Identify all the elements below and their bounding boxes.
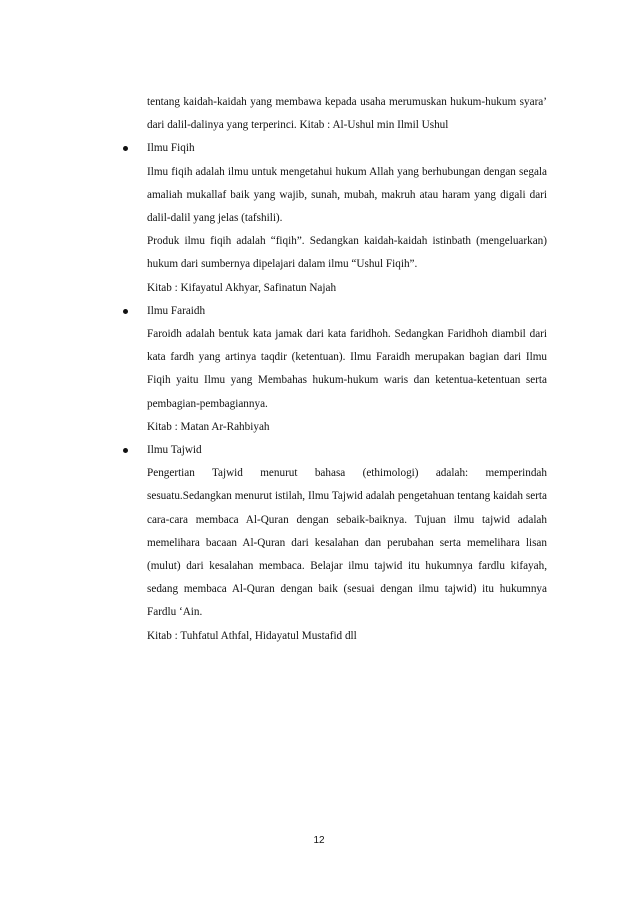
section-paragraph: Pengertian Tajwid menurut bahasa (ethimologi) adalah: memperindah sesuatu.Sedangkan menurut istilah, Ilmu Tajwid adalah pengetahuan tentang kaidah serta cara-cara membaca Al-Quran dengan sebaik-baiknya. Tujuan ilmu tajwid adalah memelihara bacaan Al-Quran dari kesalahan dan perubahan serta memelihara lisan (mulut) dari kesalahan membaca. Belajar ilmu tajwid itu hukumnya fardlu kifayah, sedang membaca Al-Quran dengan baik (sesuai dengan ilmu tajwid) itu hukumnya Fardlu ‘Ain.: [147, 467, 547, 619]
section-title: Ilmu Tajwid: [147, 444, 202, 457]
section-title: Ilmu Fiqih: [147, 142, 195, 155]
section-paragraph: Faroidh adalah bentuk kata jamak dari kata faridhoh. Sedangkan Faridhoh diambil dari kata fardh yang artinya taqdir (ketentuan). Ilmu Faraidh merupakan bagian dari Ilmu Fiqih yaitu Ilmu yang Membahas hukum-hukum waris dan ketentua-ketentuan serta pembagian-pembagiannya.: [147, 328, 547, 410]
section-ilmu-faraidh: [147, 300, 547, 439]
intro-paragraph: tentang kaidah-kaidah yang membawa kepada usaha merumuskan hukum-hukum syara’ dari dalil-dalinya yang terperinci. Kitab : Al-Ushul min Ilmil Ushul: [147, 96, 547, 132]
bullet-icon: [123, 146, 128, 151]
kitab-reference: Kitab : Kifayatul Akhyar, Safinatun Najah: [147, 281, 337, 294]
section-paragraph: Ilmu fiqih adalah ilmu untuk mengetahui hukum Allah yang berhubungan dengan segala amaliah mukallaf baik yang wajib, sunah, mubah, makruh atau haram yang digali dari dalil-dalil yang jelas (tafshili).: [147, 165, 547, 225]
section-heading: [147, 439, 547, 462]
section-heading: [147, 137, 547, 160]
section-ilmu-tajwid: [147, 439, 547, 648]
bullet-icon: [123, 448, 128, 453]
section-title: Ilmu Faraidh: [147, 304, 206, 317]
section-ilmu-fiqih: [147, 137, 547, 299]
kitab-reference: Kitab : Tuhfatul Athfal, Hidayatul Mustafid dll: [147, 629, 357, 642]
bullet-icon: [123, 309, 128, 314]
section-heading: [147, 300, 547, 323]
kitab-reference: Kitab : Matan Ar-Rahbiyah: [147, 420, 270, 433]
page-number: 12: [313, 835, 325, 846]
page-content: [147, 91, 547, 648]
section-paragraph: Produk ilmu fiqih adalah “fiqih”. Sedangkan kaidah-kaidah istinbath (mengeluarkan) hukum dari sumbernya dipelajari dalam ilmu “Ushul Fiqih”.: [147, 235, 547, 271]
